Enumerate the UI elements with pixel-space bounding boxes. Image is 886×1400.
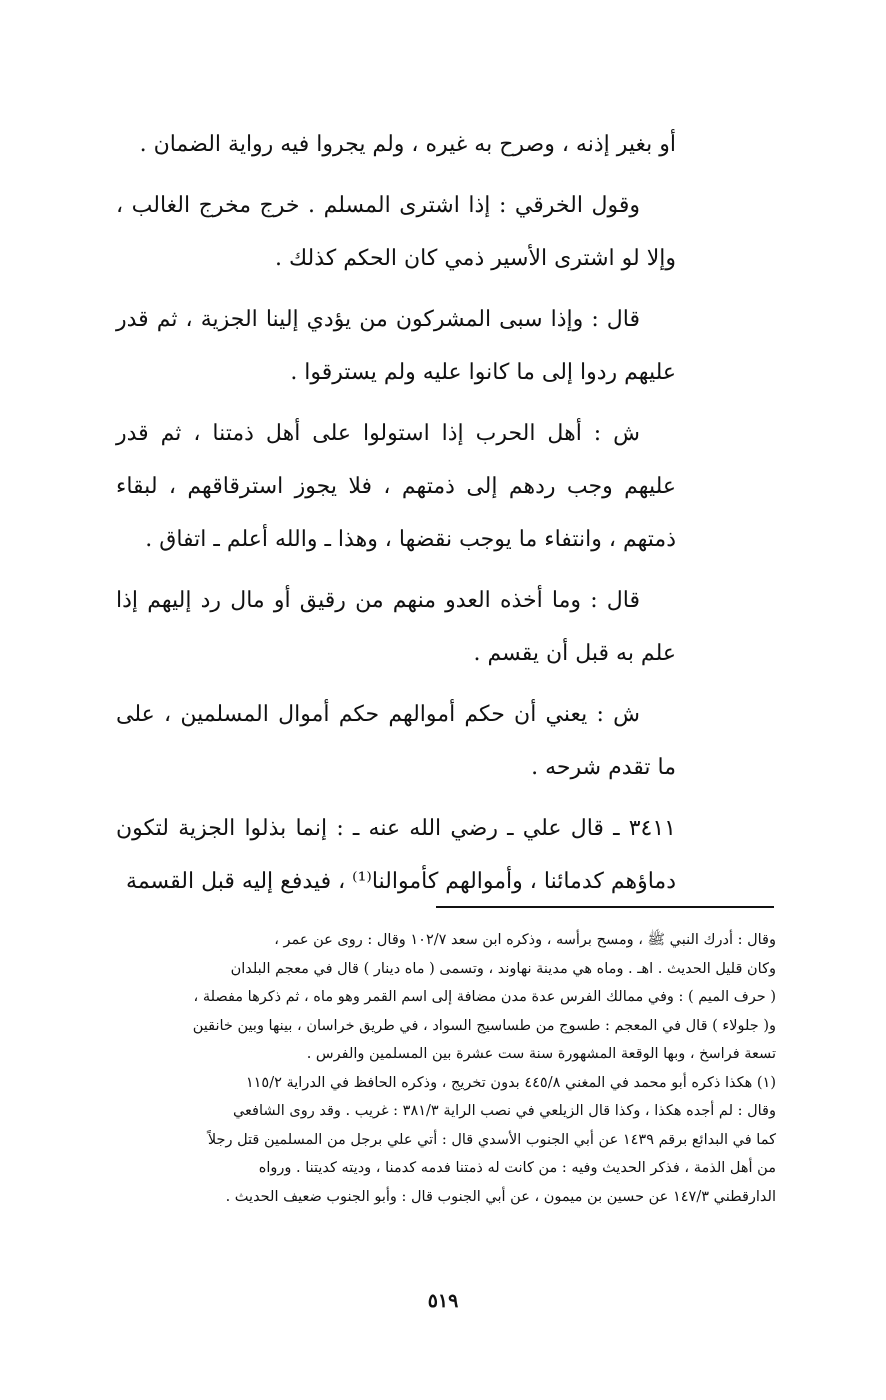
- paragraph-7: ٣٤١١ ـ قال علي ـ رضي الله عنه ـ : إنما بذلوا الجزية لتكون دماؤهم كدمائنا ، وأموالهم كأموالنا⁽¹⁾ ، فيدفع إليه قبل القسمة: [116, 816, 676, 894]
- footnote-separator: [436, 906, 774, 908]
- paragraph-5: قال : وما أخذه العدو منهم من رقيق أو مال رد إليهم إذا علم به قبل أن يقسم .: [116, 588, 676, 666]
- footnote-line: (١) هكذا ذكره أبو محمد في المغني ٤٤٥/٨ بدون تخريج ، وذكره الحافظ في الدراية ١١٥/٢: [245, 1074, 776, 1091]
- footnote-line: ( حرف الميم ) : وفي ممالك الفرس عدة مدن مضافة إلى اسم القمر وهو ماه ، ثم ذكرها مفصلة ،: [193, 989, 776, 1005]
- footnote-line: و( جلولاء ) قال في المعجم : طسوج من طساسيج السواد ، في طريق خراسان ، بينها وبين خانقين: [192, 1017, 776, 1034]
- paragraph-3: قال : وإذا سبى المشركون من يؤدي إلينا الجزية ، ثم قدر عليهم ردوا إلى ما كانوا عليه ولم يسترقوا .: [116, 307, 676, 385]
- paragraph-4: ش : أهل الحرب إذا استولوا على أهل ذمتنا ، ثم قدر عليهم وجب ردهم إلى ذمتهم ، فلا يجوز استرقاقهم ، لبقاء ذمتهم ، وانتفاء ما يوجب نقضها ، وهذا ـ والله أعلم ـ اتفاق .: [116, 421, 676, 552]
- footnote-line: الدارقطني ١٤٧/٣ عن حسين بن ميمون ، عن أبي الجنوب قال : وأبو الجنوب ضعيف الحديث .: [225, 1188, 776, 1205]
- footnote-line: كما في البدائع برقم ١٤٣٩ عن أبي الجنوب الأسدي قال : أتي علي برجل من المسلمين قتل رجلاً: [207, 1131, 776, 1148]
- footnote-line: وقال : أدرك النبي ﷺ ، ومسح برأسه ، وذكره ابن سعد ١٠٢/٧ وقال : روى عن عمر ،: [274, 932, 776, 948]
- page-number: ٥١٩: [427, 1290, 459, 1312]
- footnote-line: من أهل الذمة ، فذكر الحديث وفيه : من كانت له ذمتنا فدمه كدمنا ، وديته كديتنا . ورواه: [258, 1160, 776, 1176]
- main-text-block: [116, 118, 676, 916]
- paragraph-2: وقول الخرقي : إذا اشترى المسلم . خرج مخرج الغالب ، وإلا لو اشترى الأسير ذمي كان الحكم كذلك .: [116, 193, 676, 271]
- footnote-line: وقال : لم أجده هكذا ، وكذا قال الزيلعي في نصب الراية ٣٨١/٣ : غريب . وقد روى الشافعي: [232, 1103, 776, 1119]
- footnote-line: وكان قليل الحديث . اهـ . وماه هي مدينة نهاوند ، وتسمى ( ماه دينار ) قال في معجم البلدان: [230, 960, 776, 977]
- paragraph-6: ش : يعني أن حكم أموالهم حكم أموال المسلمين ، على ما تقدم شرحه .: [116, 702, 676, 780]
- paragraph-1: أو بغير إذنه ، وصرح به غيره ، ولم يجروا فيه رواية الضمان .: [139, 132, 676, 157]
- footnote-line: تسعة فراسخ ، وبها الوقعة المشهورة سنة ست عشرة بين المسلمين والفرس .: [306, 1046, 776, 1062]
- footnotes-block: [112, 926, 776, 1211]
